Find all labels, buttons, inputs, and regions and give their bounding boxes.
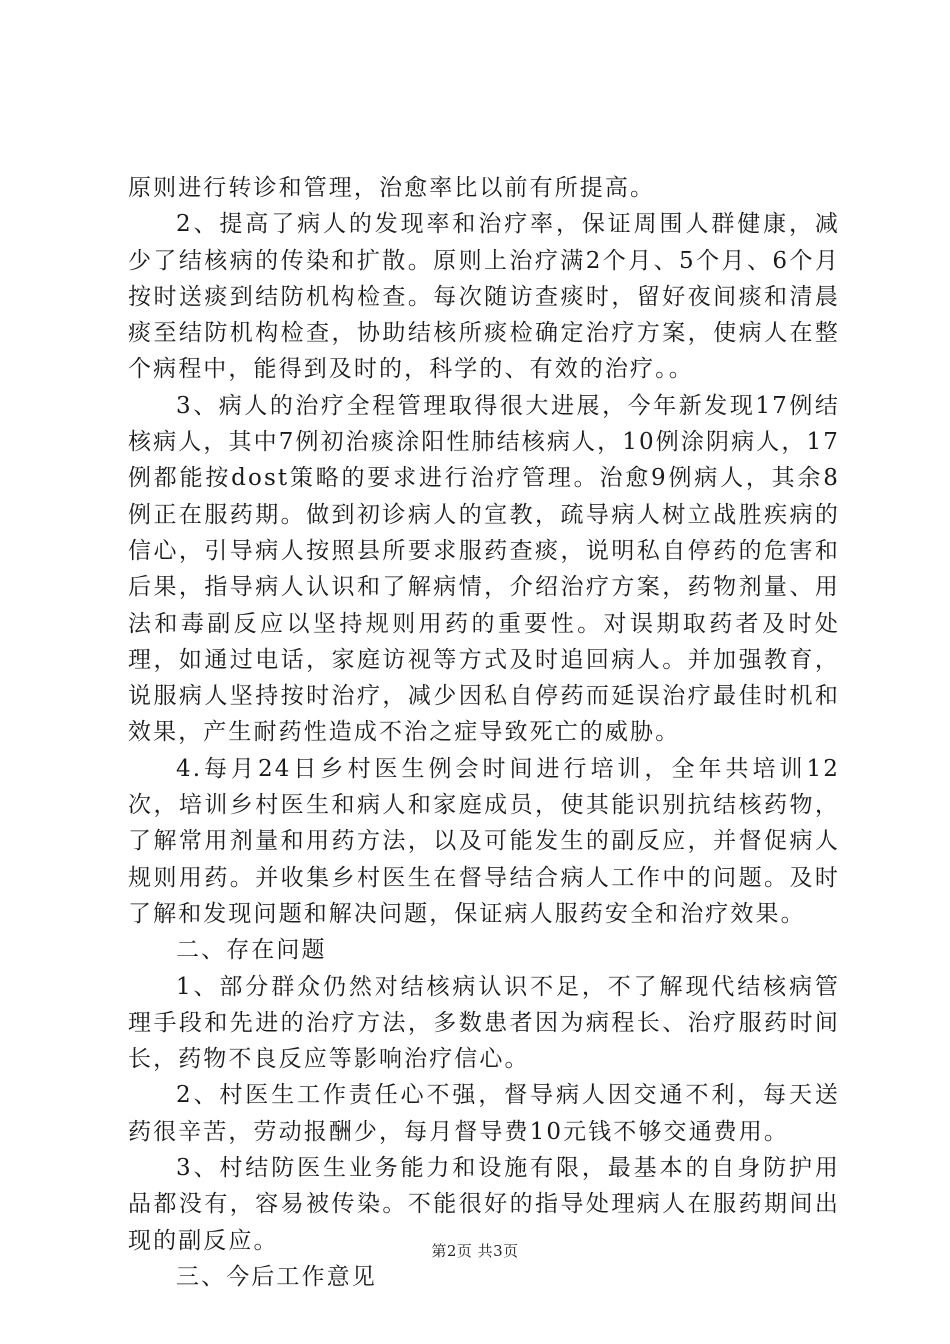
paragraph-4: 4.每月24日乡村医生例会时间进行培训，全年共培训12次，培训乡村医生和病人和家庭成员，使其能识别抗结核药物，了解常用剂量和用药方法，以及可能发生的副反应，并督促病人规则用药。并收集乡村医生在督导结合病人工作中的问题。及时了解和发现问题和解决问题，保证病人服药安全和治疗效果。: [128, 755, 840, 927]
paragraph-2: 2、提高了病人的发现率和治疗率，保证周围人群健康，减少了结核病的传染和扩散。原则上治疗满2个月、5个月、6个月按时送痰到结防机构检查。每次随访查痰时，留好夜间痰和清晨痰至结防机构检查，协助结核所痰检确定治疗方案，使病人在整个病程中，能得到及时的，科学的、有效的治疗。。: [128, 211, 840, 383]
section-heading-problems: 二、存在问题: [176, 937, 327, 964]
document-body: [128, 170, 840, 1295]
paragraph-7: 3、村结防医生业务能力和设施有限，最基本的自身防护用品都没有，容易被传染。不能很好的指导处理病人在服药期间出现的副反应。: [128, 1155, 840, 1254]
section-heading-future-work: 三、今后工作意见: [176, 1263, 377, 1290]
paragraph-3: 3、病人的治疗全程管理取得很大进展，今年新发现17例结核病人，其中7例初治痰涂阳性肺结核病人，10例涂阴病人，17例都能按dost策略的要求进行治疗管理。治愈9例病人，其余8例正在服药期。做到初诊病人的宣教，疏导病人树立战胜疾病的信心，引导病人按照县所要求服药查痰，说明私自停药的危害和后果，指导病人认识和了解病情，介绍治疗方案，药物剂量、用法和毒副反应以坚持规则用药的重要性。对误期取药者及时处理，如通过电话，家庭访视等方式及时追回病人。并加强教育，说服病人坚持按时治疗，减少因私自停药而延误治疗最佳时机和效果，产生耐药性造成不治之症导致死亡的威胁。: [128, 392, 840, 746]
paragraph-1: 原则进行转诊和管理，治愈率比以前有所提高。: [128, 175, 656, 201]
paragraph-5: 1、部分群众仍然对结核病认识不足，不了解现代结核病管理手段和先进的治疗方法，多数患者因为病程长、治疗服药时间长，药物不良反应等影响治疗信心。: [128, 973, 840, 1073]
page-number-footer: 第2页 共3页: [431, 1242, 519, 1260]
paragraph-6: 2、村医生工作责任心不强，督导病人因交通不利，每天送药很辛苦，劳动报酬少，每月督导费10元钱不够交通费用。: [128, 1082, 840, 1145]
